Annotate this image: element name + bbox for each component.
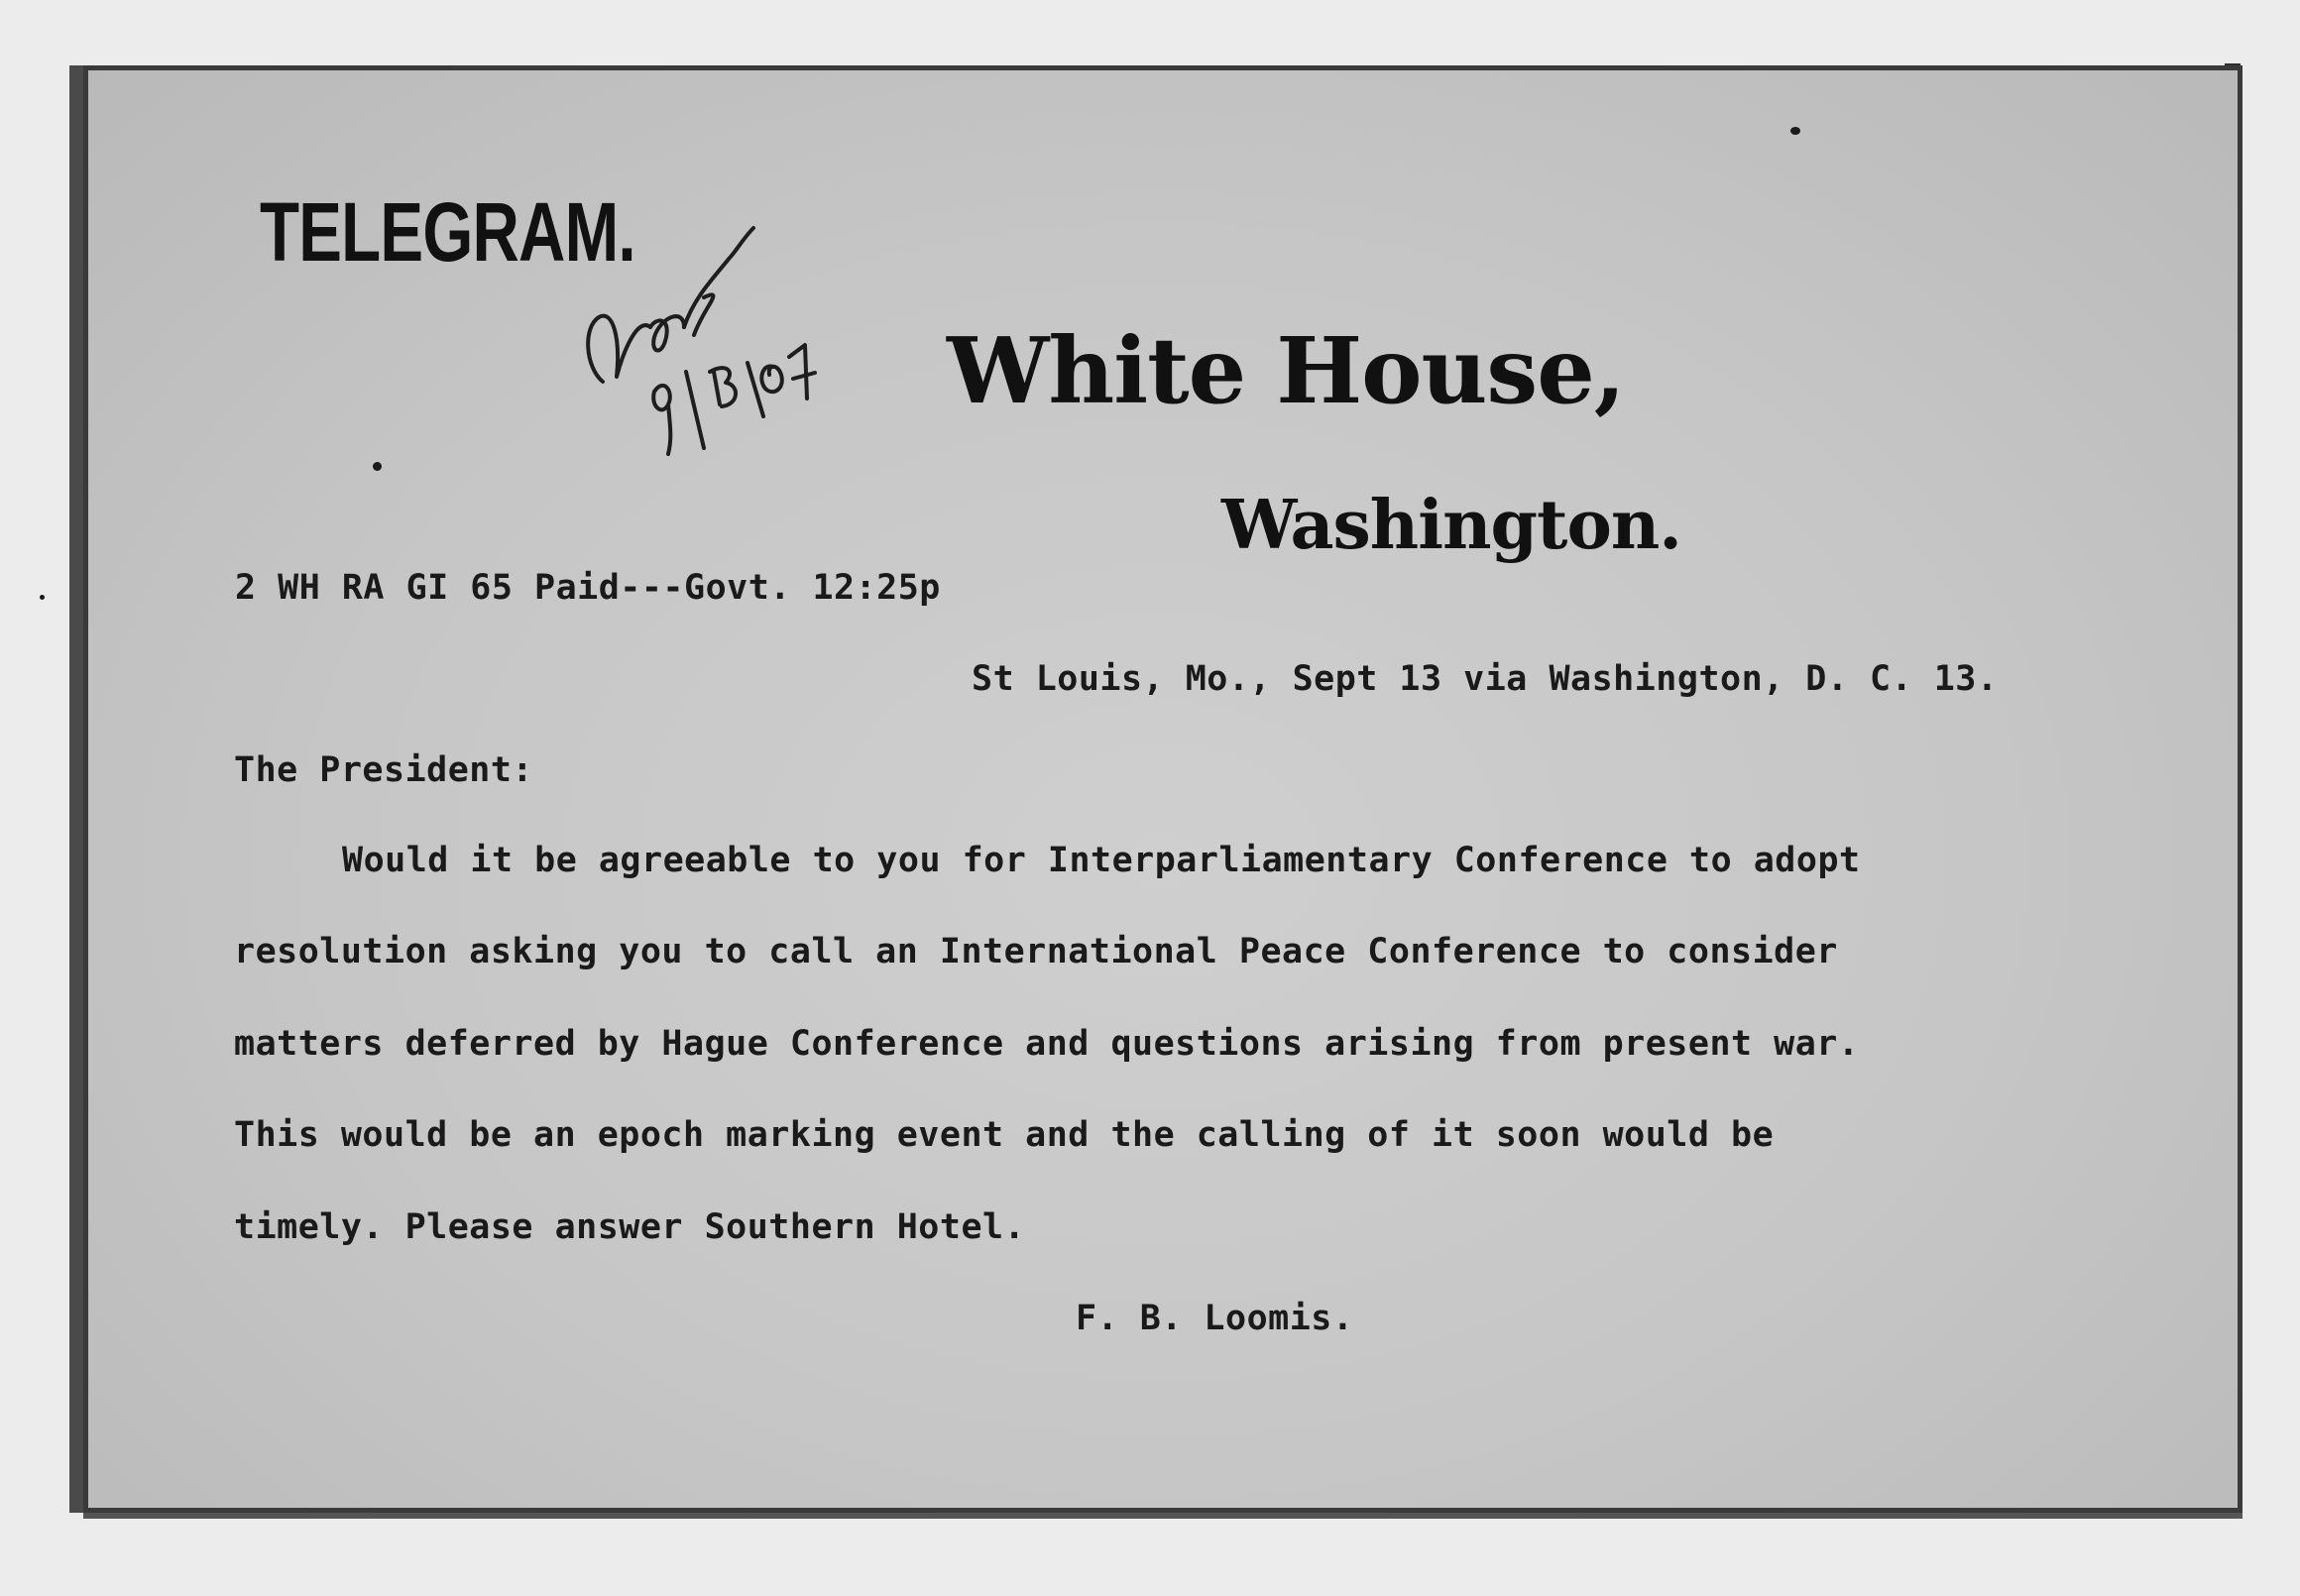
- transmission-header: 2 WH RA GI 65 Paid---Govt. 12:25p: [235, 568, 941, 608]
- ink-speck: [40, 595, 45, 600]
- ink-speck: [1790, 127, 1800, 135]
- telegram-heading: TELEGRAM.: [260, 185, 635, 279]
- letterhead-title: White House,: [947, 317, 1625, 424]
- signature: F. B. Loomis.: [1076, 1299, 1354, 1338]
- origin-dateline: St Louis, Mo., Sept 13 via Washington, D. C. 13.: [972, 659, 1999, 699]
- letterhead-city: Washington.: [1221, 486, 1681, 565]
- body-line: timely. Please answer Southern Hotel.: [234, 1207, 1026, 1247]
- body-line: matters deferred by Hague Conference and questions arising from present war.: [234, 1024, 1860, 1064]
- body-line: Would it be agreeable to you for Interparliamentary Conference to adopt: [342, 841, 1861, 880]
- handwritten-note-icon: [555, 169, 853, 466]
- body-line: resolution asking you to call an International Peace Conference to consider: [234, 932, 1838, 971]
- body-line: This would be an epoch marking event and the calling of it soon would be: [234, 1115, 1775, 1155]
- salutation: The President:: [234, 750, 534, 790]
- ink-speck: [373, 462, 382, 471]
